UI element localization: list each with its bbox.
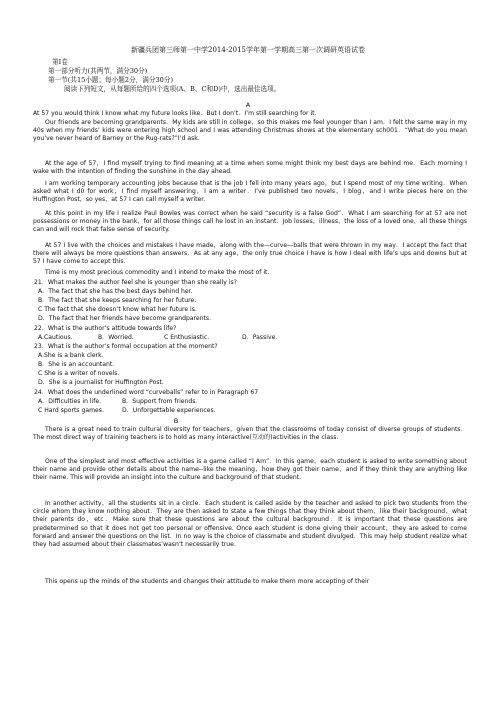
passage-b-para-3: In another activity，all the students sit in a circle．Each student is called aside by the teacher and asked to pick two students from the circle whom they know nothing about．They are then asked to state a few things that they think about them，like their background，what their parents do，etc．Make sure that these questions are about the cultural background．It is important that these questions are predetermined so that it does not get too personal or offensive. Once each student is done giving their account，they are asked to come forward and answer the questions on the list．In no way is the choice of classmate and student divulged．This may help student realize what they had assumed about their classmates’wasn’t necessarily true． [33,500,467,549]
question-23-option-a[interactable]: A.She is a bank clerk． [38,352,108,359]
question-22-options [38,334,281,342]
passage-a-para-5: At this point in my life I realize Paul Bowles was correct when he said “security is a false God”．What I am searching for at 57 are not possessions or money in the bank，for all those things call he lost in an instant．Job losses，illness，the loss of a loved one，all these things can and will rock that false sense of security. [33,210,467,234]
question-24-option-b[interactable]: B．Support from friends． [122,398,202,405]
question-23-stem: 23．What is the author’s formal occupation at the moment? [34,343,218,350]
passage-a-para-7: Time is my most precious commodity and I intend to make the most of it. [45,269,270,276]
part-one-heading: 第一部分听力(共两节，满分30分) [48,67,148,75]
exam-title: 新疆兵团第三师第一中学2014-2015学年第一学期高三第一次调研英语试卷 [131,46,365,54]
instruction-text: 阅读下列短文，从每题所给的四个选项(A、B、C和D)中，选出最佳选项。 [64,85,281,93]
question-22-option-c[interactable]: C Enthusiastic. [164,334,210,341]
question-21-stem: 21．What makes the author feel she is younger than she really is? [34,279,237,286]
question-24-options-row-2 [38,407,216,415]
passage-b-para-4: This opens up the minds of the students and changes their attitude to make them more accepting of their [45,578,370,585]
passage-a-para-4: I am working temporary accounting jobs because that is the job I fell into many years ago，but I spend most of my time writing．When asked what I d0 for work，I find myself answering，I am a writer．I’ve published two novels，I blog，and I write pieces here on the Huffington Post，so yes，at 57 I can call myself a writer. [33,180,467,204]
question-24-options-row-1 [38,398,202,406]
passage-b-letter: B [173,417,179,425]
question-22-option-b[interactable]: B．Worried． [98,334,138,341]
question-24-option-a[interactable]: A．Difficulties in life． [38,398,106,405]
question-22-stem: 22．What is the author’s attitude towards life? [34,325,177,332]
passage-a-para-2: Our friends are becoming grandparents．My kids are still in college，so this makes me feel younger than I am．I felt the same way in my 40s when my friends’ kids were entering high school and I was attending Christmas shows at the elementary sch001．“What do you mean you’ve never heard of Barney or the Rug-rats?”I’d ask. [33,119,467,143]
question-21-option-b[interactable]: B．The fact that she keeps searching for her future． [38,297,201,304]
question-23-option-d[interactable]: D．She is a journalist for Huffington Post. [38,379,164,386]
passage-a-para-1: At 57 you would think I know what my future looks like．But I don’t．I’m still searching for it． [33,110,321,117]
passage-a-para-3: At the age of 57，I find myself trying to find meaning at a time when some might think my best days are behind me．Each morning I wake with the intention of finding the sunshine in the day ahead. [33,160,467,176]
question-23-option-c[interactable]: C She is a writer of novels. [38,370,120,377]
question-24-option-c[interactable]: C Hard sports games． [38,407,109,414]
question-24-stem: 24．What does the underlined word “curveballs” refer to in Paragraph 67 [34,389,259,396]
question-22-option-a[interactable]: A.Cautious. [38,334,73,341]
passage-b-para-2: One of the simplest and most effective activities is a game called “I Am”．In this game，each student is asked to write something about their name and provide other details about the name--like the meaning，how they got their name，and if they think they are anything like their name. This will provide an insight into the culture and background of that student. [33,458,467,482]
question-21-option-c[interactable]: C The fact that she doesn’t know what her future is. [38,306,197,313]
question-23-option-b[interactable]: B．She is an accountant． [38,361,119,368]
passage-a-para-6: At 57 I live with the choices and mistakes I have made，along with the—curve—balls that were thrown in my way．I accept the fact that there will always be more questions than answers．As at any age，the only true choice I have is how I deal with life’s ups and downs but at 57 I have come to accept this. [33,242,467,266]
question-21-option-d[interactable]: D．The fact that her friends have become grandparents． [38,315,216,322]
passage-b-para-1: There is a great need to train cultural diversity for teachers，given that the classrooms of today consist of diverse groups of students．The most direct way of training teachers is to hold as many interactive(互动的)activities in the class. [33,426,467,442]
passage-a-letter: A [245,101,251,109]
question-24-option-d[interactable]: D．Unforgettable experiences. [122,407,216,414]
question-22-option-d[interactable]: D．Passive． [242,334,282,341]
question-21-option-a[interactable]: A．The fact that she has the best days behind her. [38,288,193,295]
section-one-heading: 第一节(共15小题；每小题2分，满分30分) [48,76,174,84]
volume-label: 第Ⅰ卷 [52,58,68,66]
